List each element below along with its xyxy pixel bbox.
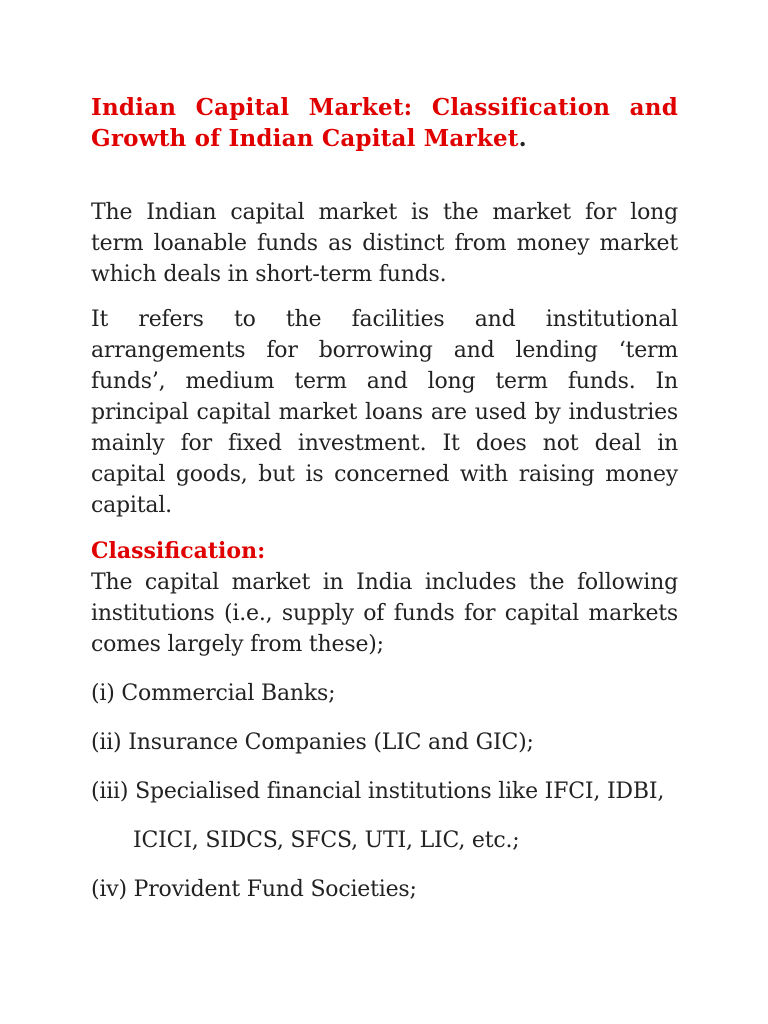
list-item-continuation: ICICI, SIDCS, SFCS, UTI, LIC, etc.;	[133, 828, 520, 853]
list-item-text: (iii) Specialised financial institutions like IFCI, IDBI,	[91, 779, 665, 804]
title-period: .	[518, 125, 527, 152]
classification-heading: Classification:	[91, 538, 266, 564]
definition-paragraph: It refers to the facilities and institutional arrangements for borrowing and lending ‘term funds’, medium term and long term funds. In principal capital market loans are used by industries mainly for fixed investment. It does not deal in capital goods, but is concerned with raising money capital.	[91, 307, 678, 518]
list-item: (iv) Provident Fund Societies;	[91, 877, 417, 902]
list-item: (i) Commercial Banks;	[91, 681, 336, 706]
document-page	[91, 92, 678, 905]
institutions-list	[91, 678, 678, 905]
list-item	[91, 776, 678, 856]
list-item: (ii) Insurance Companies (LIC and GIC);	[91, 730, 534, 755]
document-title	[91, 92, 678, 154]
intro-paragraph: The Indian capital market is the market for long term loanable funds as distinct from money market which deals in short-term funds.	[91, 200, 678, 287]
classification-intro: The capital market in India includes the following institutions (i.e., supply of funds for capital markets comes largely from these);	[91, 570, 678, 657]
title-text: Indian Capital Market: Classification and Growth of Indian Capital Market	[91, 94, 678, 152]
